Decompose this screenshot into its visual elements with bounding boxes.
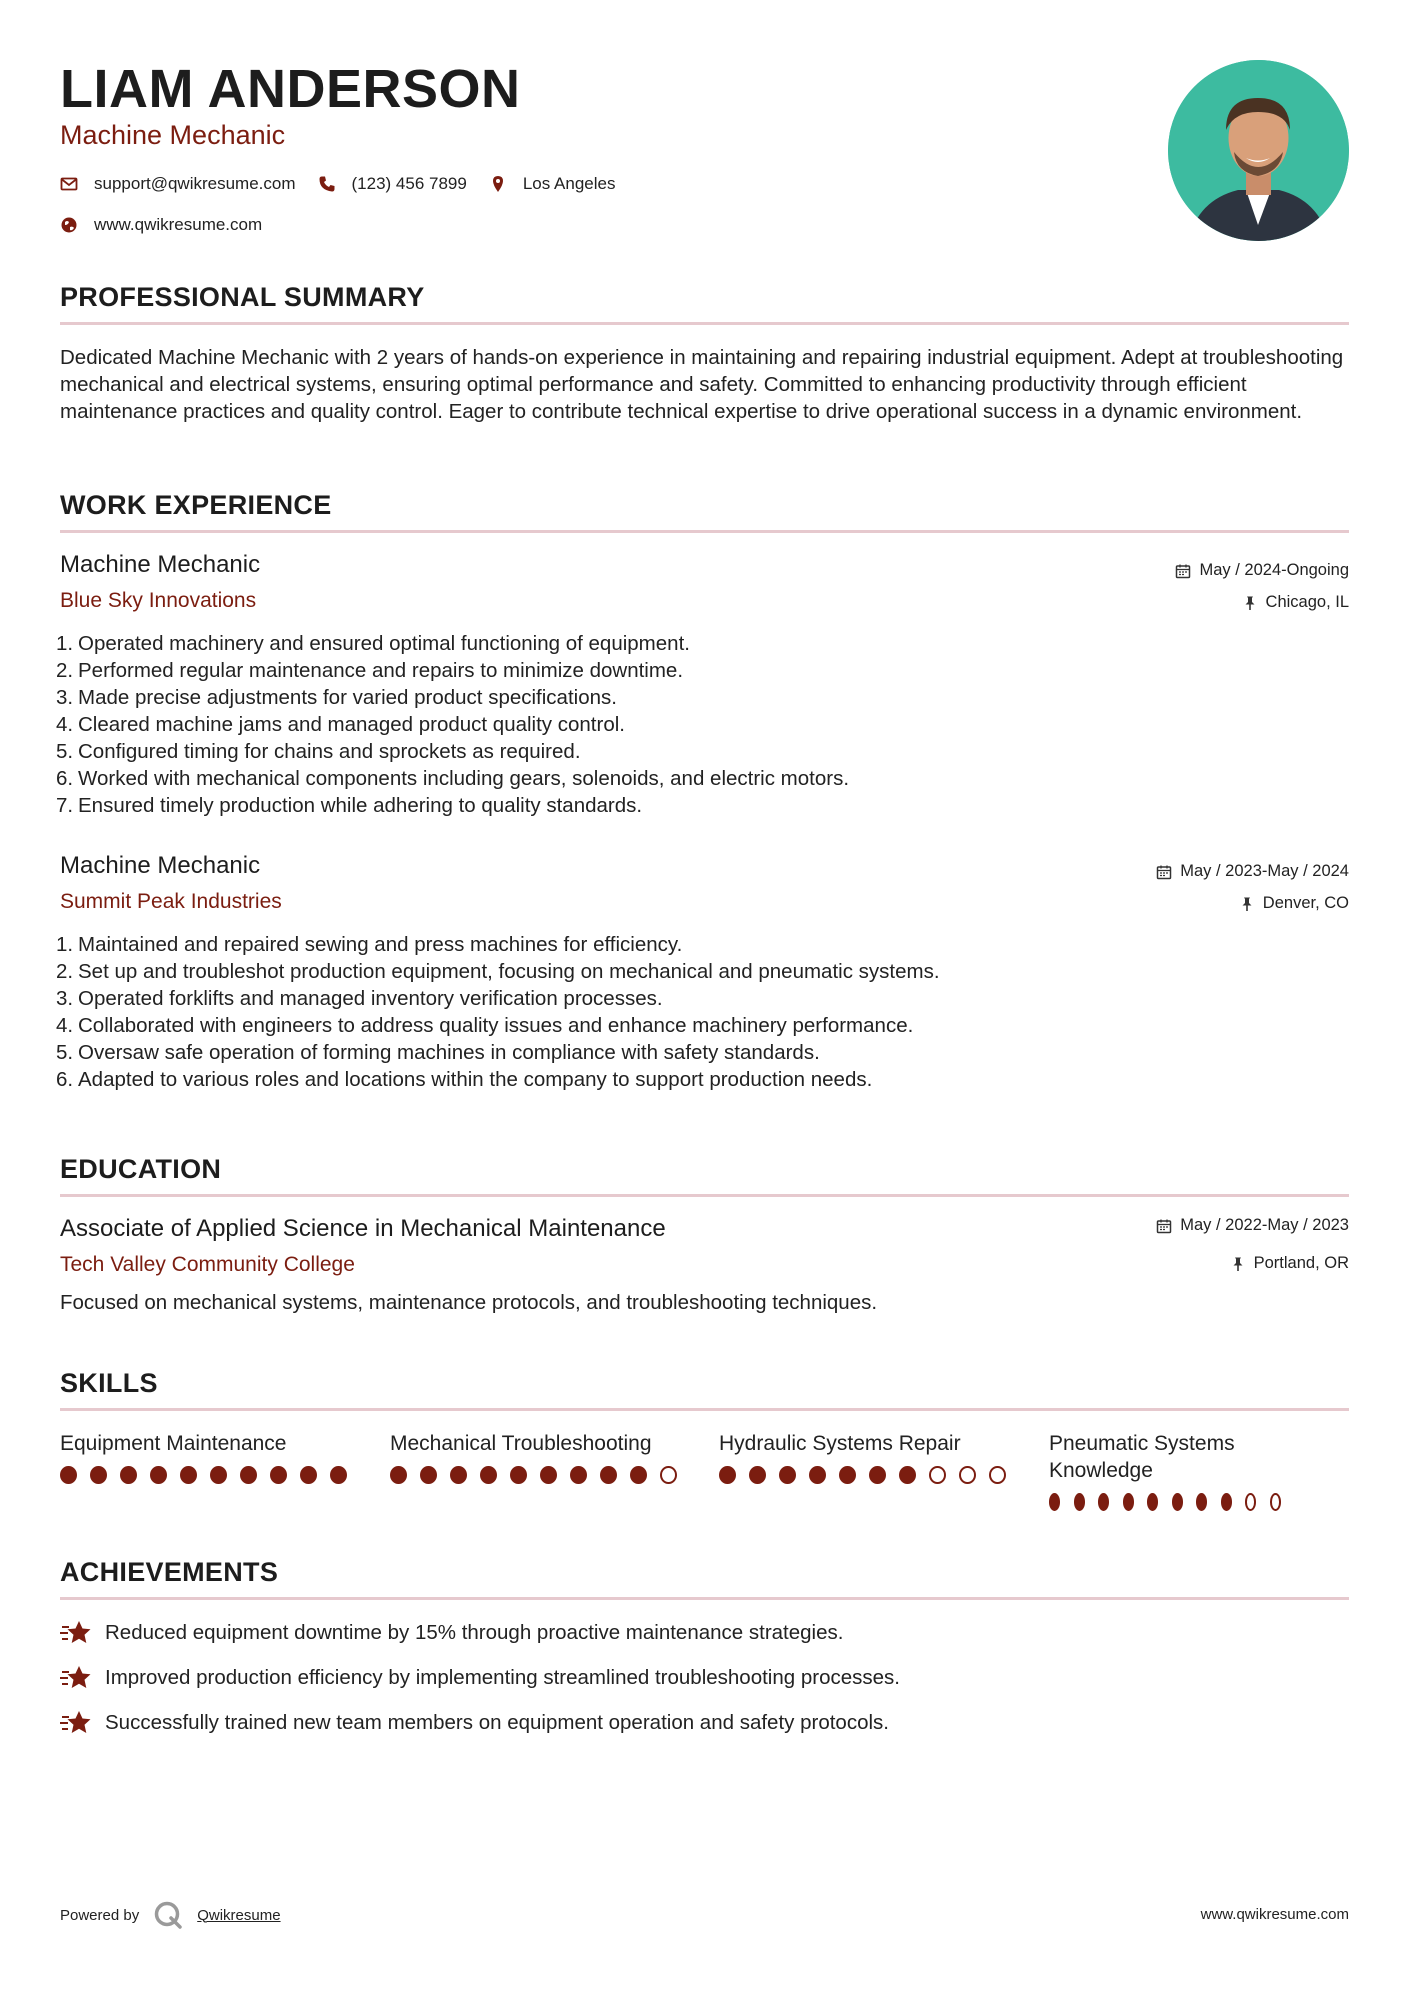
website-text: www.qwikresume.com [94, 215, 263, 234]
rating-dot-filled [150, 1466, 167, 1484]
envelope-icon [60, 175, 78, 193]
calendar-icon [1175, 563, 1191, 579]
pushpin-icon [1230, 1256, 1246, 1272]
rating-dot-filled [180, 1466, 197, 1484]
achievement-text: Reduced equipment downtime by 15% through proactive maintenance strategies. [105, 1621, 844, 1644]
contact-phone[interactable] [318, 174, 467, 194]
calendar-icon [1156, 1218, 1172, 1234]
achievements-heading: ACHIEVEMENTS [60, 1557, 279, 1587]
rating-dot-empty [959, 1466, 976, 1484]
list-item: 2. Performed regular maintenance and repairs to minimize downtime. [56, 659, 684, 682]
rating-dot-filled [420, 1466, 437, 1484]
skills-heading: SKILLS [60, 1368, 158, 1398]
pushpin-icon [1239, 896, 1255, 912]
section-divider [60, 1408, 1349, 1411]
skill-item [1049, 1430, 1294, 1511]
skill-name: Mechanical Troubleshooting [390, 1432, 652, 1455]
list-item: 7. Ensured timely production while adhering to quality standards. [56, 794, 643, 817]
skill-name: Pneumatic Systems Knowledge [1049, 1432, 1235, 1482]
map-pin-icon [489, 175, 507, 193]
job-title: Machine Mechanic [60, 852, 261, 879]
list-item: 4. Cleared machine jams and managed product quality control. [56, 713, 625, 736]
footer-url[interactable]: www.qwikresume.com [1200, 1906, 1349, 1923]
education-location [1230, 1254, 1349, 1273]
list-item: 6. Adapted to various roles and locations within the company to support production needs. [56, 1068, 873, 1091]
job-dates-text: May / 2024-Ongoing [1199, 561, 1349, 579]
education-description: Focused on mechanical systems, maintenance protocols, and troubleshooting techniques. [60, 1291, 878, 1314]
section-divider [60, 530, 1349, 533]
rating-dot-filled [719, 1466, 736, 1484]
education-location-text: Portland, OR [1253, 1254, 1349, 1272]
pushpin-icon [1242, 595, 1258, 611]
job-location [1239, 894, 1349, 913]
rating-dot-filled [90, 1466, 107, 1484]
skill-item [60, 1430, 360, 1484]
skill-item [390, 1430, 690, 1484]
candidate-role: Machine Mechanic [60, 120, 286, 150]
achievement-item [60, 1664, 900, 1692]
rating-dot-filled [240, 1466, 257, 1484]
skill-rating [719, 1466, 1019, 1484]
footer-powered-by [60, 1900, 281, 1930]
rating-dot-filled [1098, 1493, 1109, 1511]
contact-location [489, 174, 616, 194]
section-divider [60, 1597, 1349, 1600]
achievement-text: Successfully trained new team members on equipment operation and safety protocols. [105, 1711, 889, 1734]
phone-text: (123) 456 7899 [351, 174, 467, 193]
job-location [1242, 593, 1349, 612]
job-dates [1156, 862, 1349, 881]
list-item: 3. Made precise adjustments for varied product specifications. [56, 686, 617, 709]
rating-dot-empty [1245, 1493, 1256, 1511]
list-item: 5. Configured timing for chains and sprockets as required. [56, 740, 581, 763]
rating-dot-filled [450, 1466, 467, 1484]
rating-dot-filled [1147, 1493, 1158, 1511]
rating-dot-empty [660, 1466, 677, 1484]
achievement-text: Improved production efficiency by implementing streamlined troubleshooting processes. [105, 1666, 900, 1689]
rating-dot-filled [570, 1466, 587, 1484]
summary-text: Dedicated Machine Mechanic with 2 years of hands-on experience in maintaining and repairing industrial equipment. Adept at troubleshooting mechanical and electrical systems, ensuring optimal performance and safety. Committed to enhancing productivity through efficient maintenance practices and quality control. Eager to contribute technical expertise to drive operational success in a dynamic environment. [60, 346, 1344, 423]
phone-icon [318, 175, 336, 193]
rating-dot-empty [929, 1466, 946, 1484]
rating-dot-filled [120, 1466, 137, 1484]
skill-rating [390, 1466, 690, 1484]
contact-row-2 [60, 215, 284, 235]
rating-dot-empty [1270, 1493, 1281, 1511]
rating-dot-filled [1049, 1493, 1060, 1511]
rating-dot-filled [809, 1466, 826, 1484]
job-location-text: Chicago, IL [1265, 593, 1349, 611]
rating-dot-filled [839, 1466, 856, 1484]
job-duties-list [56, 630, 1336, 819]
education-heading: EDUCATION [60, 1154, 222, 1184]
rating-dot-filled [749, 1466, 766, 1484]
rating-dot-filled [600, 1466, 617, 1484]
rating-dot-empty [989, 1466, 1006, 1484]
contact-email[interactable] [60, 174, 296, 194]
list-item: 6. Worked with mechanical components including gears, solenoids, and electric motors. [56, 767, 850, 790]
location-text: Los Angeles [522, 174, 616, 193]
qwikresume-link[interactable]: Qwikresume [197, 1906, 281, 1924]
section-divider [60, 1194, 1349, 1197]
list-item: 1. Operated machinery and ensured optimal functioning of equipment. [56, 632, 690, 655]
job-title: Machine Mechanic [60, 551, 261, 578]
section-divider [60, 322, 1349, 325]
rating-dot-filled [630, 1466, 647, 1484]
powered-by-label: Powered by [60, 1906, 140, 1924]
job-dates-text: May / 2023-May / 2024 [1180, 862, 1349, 880]
rating-dot-filled [270, 1466, 287, 1484]
rating-dot-filled [1123, 1493, 1134, 1511]
rating-dot-filled [300, 1466, 317, 1484]
email-text: support@qwikresume.com [94, 174, 296, 193]
skill-item [719, 1430, 1019, 1484]
summary-heading: PROFESSIONAL SUMMARY [60, 282, 425, 312]
star-achievement-icon [60, 1709, 92, 1737]
contact-website[interactable] [60, 215, 262, 235]
globe-icon [60, 216, 78, 234]
job-company: Summit Peak Industries [60, 890, 282, 913]
job-location-text: Denver, CO [1262, 894, 1349, 912]
rating-dot-filled [510, 1466, 527, 1484]
skill-rating [1049, 1493, 1294, 1511]
rating-dot-filled [869, 1466, 886, 1484]
school-name: Tech Valley Community College [60, 1253, 355, 1276]
skill-name: Equipment Maintenance [60, 1432, 287, 1455]
rating-dot-filled [540, 1466, 557, 1484]
rating-dot-filled [480, 1466, 497, 1484]
list-item: 2. Set up and troubleshot production equipment, focusing on mechanical and pneumatic systems. [56, 960, 940, 983]
rating-dot-filled [60, 1466, 77, 1484]
rating-dot-filled [779, 1466, 796, 1484]
experience-heading: WORK EXPERIENCE [60, 490, 332, 520]
list-item: 1. Maintained and repaired sewing and press machines for efficiency. [56, 933, 683, 956]
list-item: 3. Operated forklifts and managed inventory verification processes. [56, 987, 663, 1010]
calendar-icon [1156, 864, 1172, 880]
star-achievement-icon [60, 1619, 92, 1647]
rating-dot-filled [1074, 1493, 1085, 1511]
qwikresume-logo-icon [153, 1900, 183, 1930]
candidate-name: LIAM ANDERSON [60, 59, 521, 119]
profile-photo [1168, 60, 1349, 241]
education-dates [1156, 1216, 1349, 1235]
skill-rating [60, 1466, 360, 1484]
rating-dot-filled [1221, 1493, 1232, 1511]
rating-dot-filled [1172, 1493, 1183, 1511]
achievement-item [60, 1619, 843, 1647]
degree-title: Associate of Applied Science in Mechanical Maintenance [60, 1215, 666, 1242]
rating-dot-filled [330, 1466, 347, 1484]
list-item: 4. Collaborated with engineers to address quality issues and enhance machinery performance. [56, 1014, 914, 1037]
rating-dot-filled [210, 1466, 227, 1484]
rating-dot-filled [1196, 1493, 1207, 1511]
list-item: 5. Oversaw safe operation of forming machines in compliance with safety standards. [56, 1041, 820, 1064]
rating-dot-filled [899, 1466, 916, 1484]
job-duties-list [56, 931, 1336, 1093]
achievement-item [60, 1709, 889, 1737]
education-dates-text: May / 2022-May / 2023 [1180, 1216, 1349, 1234]
job-company: Blue Sky Innovations [60, 589, 257, 612]
star-achievement-icon [60, 1664, 92, 1692]
contact-row [60, 174, 637, 194]
skill-name: Hydraulic Systems Repair [719, 1432, 961, 1455]
avatar [1168, 60, 1349, 241]
rating-dot-filled [390, 1466, 407, 1484]
job-dates [1175, 561, 1349, 580]
